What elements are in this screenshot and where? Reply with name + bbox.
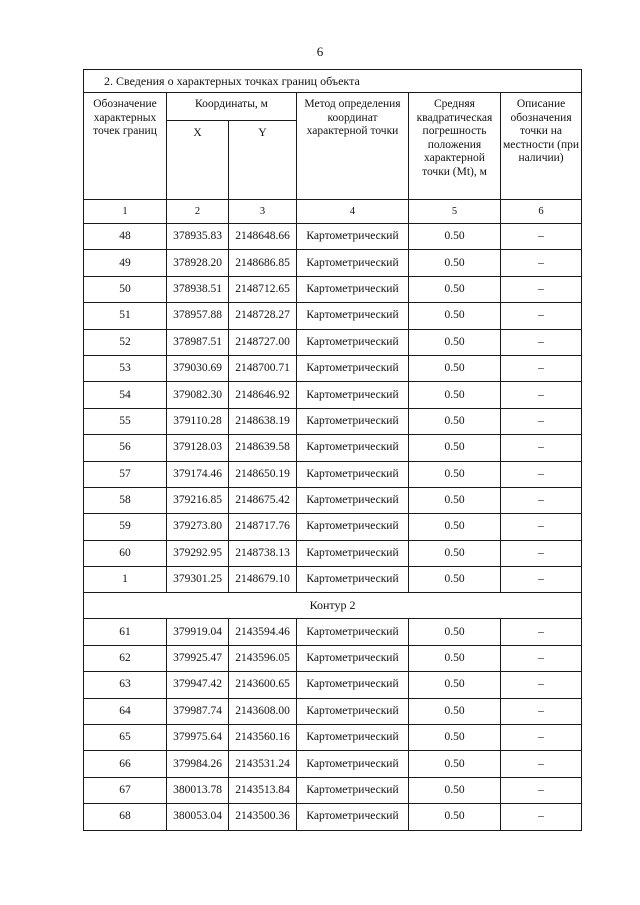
method-cell: Картометрический xyxy=(297,725,409,751)
description-cell: – xyxy=(501,461,582,487)
point-cell: 62 xyxy=(84,645,167,671)
x-coordinate-cell: 379273.80 xyxy=(167,514,229,540)
x-coordinate-cell: 379174.46 xyxy=(167,461,229,487)
column-number: 1 xyxy=(84,200,167,224)
header-coords: Координаты, м xyxy=(167,93,297,121)
description-cell: – xyxy=(501,382,582,408)
y-coordinate-cell: 2143600.65 xyxy=(229,672,297,698)
point-cell: 49 xyxy=(84,250,167,276)
y-coordinate-cell: 2148728.27 xyxy=(229,303,297,329)
table-row xyxy=(84,224,582,250)
point-cell: 55 xyxy=(84,408,167,434)
x-coordinate-cell: 379947.42 xyxy=(167,672,229,698)
error-cell: 0.50 xyxy=(409,250,501,276)
method-cell: Картометрический xyxy=(297,514,409,540)
x-coordinate-cell: 379082.30 xyxy=(167,382,229,408)
table-row xyxy=(84,329,582,355)
y-coordinate-cell: 2148727.00 xyxy=(229,329,297,355)
method-cell: Картометрический xyxy=(297,777,409,803)
error-cell: 0.50 xyxy=(409,382,501,408)
table-row xyxy=(84,540,582,566)
point-cell: 64 xyxy=(84,698,167,724)
error-cell: 0.50 xyxy=(409,698,501,724)
y-coordinate-cell: 2148738.13 xyxy=(229,540,297,566)
method-cell: Картометрический xyxy=(297,250,409,276)
description-cell: – xyxy=(501,645,582,671)
table-row xyxy=(84,619,582,645)
description-cell: – xyxy=(501,567,582,593)
error-cell: 0.50 xyxy=(409,461,501,487)
error-cell: 0.50 xyxy=(409,672,501,698)
method-cell: Картометрический xyxy=(297,355,409,381)
method-cell: Картометрический xyxy=(297,224,409,250)
description-cell: – xyxy=(501,777,582,803)
x-coordinate-cell: 378935.83 xyxy=(167,224,229,250)
x-coordinate-cell: 379975.64 xyxy=(167,725,229,751)
error-cell: 0.50 xyxy=(409,804,501,830)
section-title: 2. Сведения о характерных точках границ объекта xyxy=(84,70,582,93)
description-cell: – xyxy=(501,224,582,250)
method-cell: Картометрический xyxy=(297,751,409,777)
point-cell: 61 xyxy=(84,619,167,645)
method-cell: Картометрический xyxy=(297,382,409,408)
column-numbers-row xyxy=(84,200,582,224)
table-row xyxy=(84,698,582,724)
y-coordinate-cell: 2148639.58 xyxy=(229,435,297,461)
x-coordinate-cell: 379216.85 xyxy=(167,487,229,513)
header-y: Y xyxy=(229,121,297,200)
x-coordinate-cell: 379919.04 xyxy=(167,619,229,645)
error-cell: 0.50 xyxy=(409,487,501,513)
header-description: Описание обозначения точки на местности (при наличии) xyxy=(501,93,582,200)
column-number: 6 xyxy=(501,200,582,224)
column-number: 5 xyxy=(409,200,501,224)
y-coordinate-cell: 2148650.19 xyxy=(229,461,297,487)
header-method: Метод определения координат характерной точки xyxy=(297,93,409,200)
method-cell: Картометрический xyxy=(297,329,409,355)
y-coordinate-cell: 2148717.76 xyxy=(229,514,297,540)
table-row xyxy=(84,303,582,329)
method-cell: Картометрический xyxy=(297,619,409,645)
description-cell: – xyxy=(501,250,582,276)
error-cell: 0.50 xyxy=(409,408,501,434)
point-cell: 66 xyxy=(84,751,167,777)
table-row xyxy=(84,250,582,276)
description-cell: – xyxy=(501,487,582,513)
point-cell: 63 xyxy=(84,672,167,698)
error-cell: 0.50 xyxy=(409,329,501,355)
point-cell: 59 xyxy=(84,514,167,540)
method-cell: Картометрический xyxy=(297,540,409,566)
boundary-points-table xyxy=(83,69,582,831)
y-coordinate-cell: 2148646.92 xyxy=(229,382,297,408)
header-error: Средняя квадратическая погрешность положения характерной точки (Mt), м xyxy=(409,93,501,200)
point-cell: 68 xyxy=(84,804,167,830)
error-cell: 0.50 xyxy=(409,751,501,777)
y-coordinate-cell: 2143531.24 xyxy=(229,751,297,777)
y-coordinate-cell: 2148675.42 xyxy=(229,487,297,513)
error-cell: 0.50 xyxy=(409,276,501,302)
x-coordinate-cell: 379301.25 xyxy=(167,567,229,593)
x-coordinate-cell: 379987.74 xyxy=(167,698,229,724)
point-cell: 56 xyxy=(84,435,167,461)
contour-label: Контур 2 xyxy=(84,593,582,619)
table-row xyxy=(84,435,582,461)
y-coordinate-cell: 2148712.65 xyxy=(229,276,297,302)
table-row xyxy=(84,382,582,408)
x-coordinate-cell: 379128.03 xyxy=(167,435,229,461)
method-cell: Картометрический xyxy=(297,303,409,329)
point-cell: 60 xyxy=(84,540,167,566)
x-coordinate-cell: 378938.51 xyxy=(167,276,229,302)
error-cell: 0.50 xyxy=(409,645,501,671)
point-cell: 67 xyxy=(84,777,167,803)
method-cell: Картометрический xyxy=(297,698,409,724)
column-number: 3 xyxy=(229,200,297,224)
description-cell: – xyxy=(501,804,582,830)
table-row xyxy=(84,645,582,671)
description-cell: – xyxy=(501,355,582,381)
point-cell: 51 xyxy=(84,303,167,329)
page-number: 6 xyxy=(316,44,324,59)
method-cell: Картометрический xyxy=(297,276,409,302)
point-cell: 52 xyxy=(84,329,167,355)
table-row xyxy=(84,461,582,487)
table-row xyxy=(84,408,582,434)
description-cell: – xyxy=(501,408,582,434)
error-cell: 0.50 xyxy=(409,514,501,540)
table-row xyxy=(84,777,582,803)
point-cell: 48 xyxy=(84,224,167,250)
point-cell: 58 xyxy=(84,487,167,513)
y-coordinate-cell: 2148686.85 xyxy=(229,250,297,276)
error-cell: 0.50 xyxy=(409,540,501,566)
point-cell: 1 xyxy=(84,567,167,593)
point-cell: 65 xyxy=(84,725,167,751)
x-coordinate-cell: 379984.26 xyxy=(167,751,229,777)
table-row xyxy=(84,751,582,777)
y-coordinate-cell: 2148700.71 xyxy=(229,355,297,381)
point-cell: 53 xyxy=(84,355,167,381)
point-cell: 50 xyxy=(84,276,167,302)
description-cell: – xyxy=(501,751,582,777)
point-cell: 54 xyxy=(84,382,167,408)
method-cell: Картометрический xyxy=(297,567,409,593)
description-cell: – xyxy=(501,540,582,566)
description-cell: – xyxy=(501,276,582,302)
x-coordinate-cell: 379030.69 xyxy=(167,355,229,381)
y-coordinate-cell: 2143500.36 xyxy=(229,804,297,830)
y-coordinate-cell: 2143594.46 xyxy=(229,619,297,645)
x-coordinate-cell: 379110.28 xyxy=(167,408,229,434)
method-cell: Картометрический xyxy=(297,408,409,434)
y-coordinate-cell: 2143560.16 xyxy=(229,725,297,751)
x-coordinate-cell: 378987.51 xyxy=(167,329,229,355)
table-row xyxy=(84,567,582,593)
header-point: Обозначение характерных точек границ xyxy=(84,93,167,200)
section-title-row xyxy=(84,70,582,93)
table-body xyxy=(84,70,582,831)
table-row xyxy=(84,276,582,302)
y-coordinate-cell: 2148679.10 xyxy=(229,567,297,593)
table-row xyxy=(84,804,582,830)
method-cell: Картометрический xyxy=(297,804,409,830)
description-cell: – xyxy=(501,672,582,698)
x-coordinate-cell: 380053.04 xyxy=(167,804,229,830)
y-coordinate-cell: 2148648.66 xyxy=(229,224,297,250)
x-coordinate-cell: 379925.47 xyxy=(167,645,229,671)
header-row xyxy=(84,93,582,121)
method-cell: Картометрический xyxy=(297,487,409,513)
table-row xyxy=(84,672,582,698)
method-cell: Картометрический xyxy=(297,435,409,461)
table-row xyxy=(84,355,582,381)
error-cell: 0.50 xyxy=(409,777,501,803)
error-cell: 0.50 xyxy=(409,435,501,461)
description-cell: – xyxy=(501,435,582,461)
description-cell: – xyxy=(501,329,582,355)
method-cell: Картометрический xyxy=(297,645,409,671)
y-coordinate-cell: 2148638.19 xyxy=(229,408,297,434)
table-row xyxy=(84,514,582,540)
y-coordinate-cell: 2143513.84 xyxy=(229,777,297,803)
x-coordinate-cell: 378957.88 xyxy=(167,303,229,329)
error-cell: 0.50 xyxy=(409,224,501,250)
description-cell: – xyxy=(501,514,582,540)
description-cell: – xyxy=(501,698,582,724)
table-row xyxy=(84,725,582,751)
description-cell: – xyxy=(501,303,582,329)
header-x: X xyxy=(167,121,229,200)
column-number: 4 xyxy=(297,200,409,224)
error-cell: 0.50 xyxy=(409,567,501,593)
contour-row xyxy=(84,593,582,619)
point-cell: 57 xyxy=(84,461,167,487)
column-number: 2 xyxy=(167,200,229,224)
description-cell: – xyxy=(501,725,582,751)
error-cell: 0.50 xyxy=(409,725,501,751)
error-cell: 0.50 xyxy=(409,303,501,329)
x-coordinate-cell: 378928.20 xyxy=(167,250,229,276)
description-cell: – xyxy=(501,619,582,645)
x-coordinate-cell: 380013.78 xyxy=(167,777,229,803)
error-cell: 0.50 xyxy=(409,355,501,381)
y-coordinate-cell: 2143596.05 xyxy=(229,645,297,671)
method-cell: Картометрический xyxy=(297,461,409,487)
method-cell: Картометрический xyxy=(297,672,409,698)
error-cell: 0.50 xyxy=(409,619,501,645)
y-coordinate-cell: 2143608.00 xyxy=(229,698,297,724)
x-coordinate-cell: 379292.95 xyxy=(167,540,229,566)
table-row xyxy=(84,487,582,513)
